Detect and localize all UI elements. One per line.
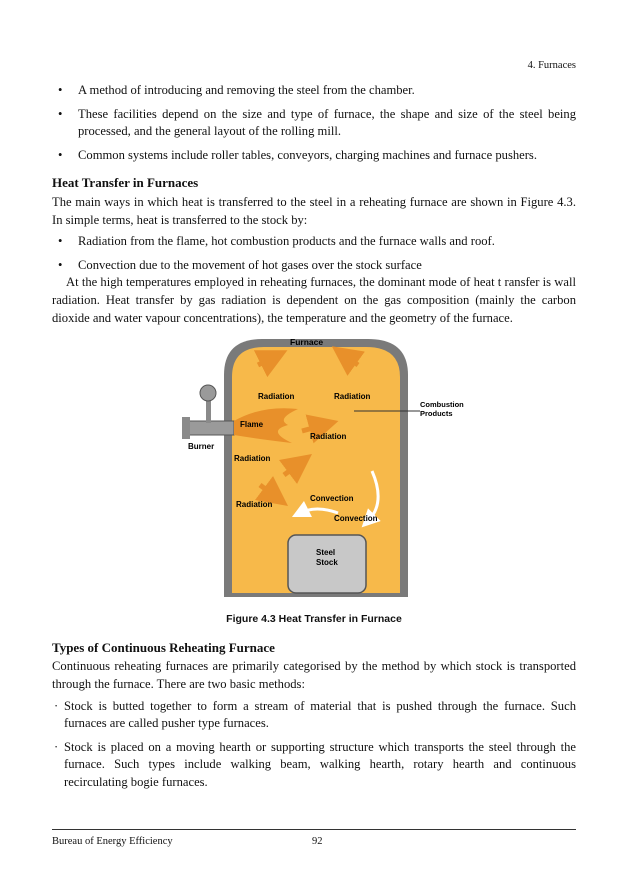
page-number: 92 <box>312 836 323 847</box>
bullet-item: • Common systems include roller tables, conveyors, charging machines and furnace pushers. <box>58 147 537 162</box>
label-products: Products <box>420 409 453 419</box>
bullet-item: • A method of introducing and removing the steel from the chamber. <box>58 83 415 97</box>
label-radiation: Radiation <box>236 500 273 510</box>
paragraph: Continuous reheating furnaces are primarily categorised by the method by which stock is transported through the furnace. There are two basic methods: <box>52 659 576 691</box>
burner-knob-icon <box>200 385 216 401</box>
figure-caption: Figure 4.3 Heat Transfer in Furnace <box>226 613 402 626</box>
burner-pipe <box>188 421 234 435</box>
paragraph: The main ways in which heat is transferred to the steel in a reheating furnace are shown in Figure 4.3. In simple terms, heat is transferred to the stock by: <box>52 194 576 227</box>
label-radiation: Radiation <box>310 432 347 442</box>
label-stock: Stock <box>316 558 338 568</box>
label-radiation: Radiation <box>258 392 295 402</box>
list-item: · Stock is butted together to form a stream of material that is pushed through the furnace. Such furnaces are called pusher type furnaces. <box>54 698 576 731</box>
label-combustion: Combustion <box>420 400 464 410</box>
section-heading: Heat Transfer in Furnaces <box>52 175 199 191</box>
label-flame: Flame <box>240 420 264 430</box>
label-furnace: Furnace <box>290 337 324 348</box>
paragraph: At the high temperatures employed in reheating furnaces, the dominant mode of heat t ransfer is wall radiation. Heat transfer by gas radiation is dependent on the gas composition (mainly the carbon dioxide and water vapour concentrations), the temperature and the geometry of the furnace. <box>52 275 576 325</box>
label-steel: Steel <box>316 548 336 558</box>
footer-divider <box>52 829 576 830</box>
footer-left: Bureau of Energy Efficiency <box>52 836 173 847</box>
label-convection: Convection <box>310 494 354 504</box>
bullet-item: • Radiation from the flame, hot combustion products and the furnace walls and roof. <box>58 234 495 249</box>
page-header: 4. Furnaces <box>527 60 576 71</box>
label-burner: Burner <box>188 442 215 452</box>
label-radiation: Radiation <box>334 392 371 402</box>
furnace-diagram <box>52 335 576 607</box>
bullet-item: • These facilities depend on the size and type of furnace, the shape and size of the steel being processed, and the general layout of the rolling mill. <box>58 106 576 139</box>
label-convection: Convection <box>334 514 378 524</box>
section-heading: Types of Continuous Reheating Furnace <box>52 639 275 655</box>
furnace-diagram-svg <box>52 335 576 607</box>
page-content <box>52 82 576 797</box>
label-radiation: Radiation <box>234 454 271 464</box>
list-item: · Stock is placed on a moving hearth or supporting structure which transports the steel through the furnace. Such types include walking beam, walking hearth, rotary hearth and continuous recirculating bogie furnaces. <box>54 739 576 789</box>
bullet-item: • Convection due to the movement of hot gases over the stock surface <box>58 257 422 272</box>
